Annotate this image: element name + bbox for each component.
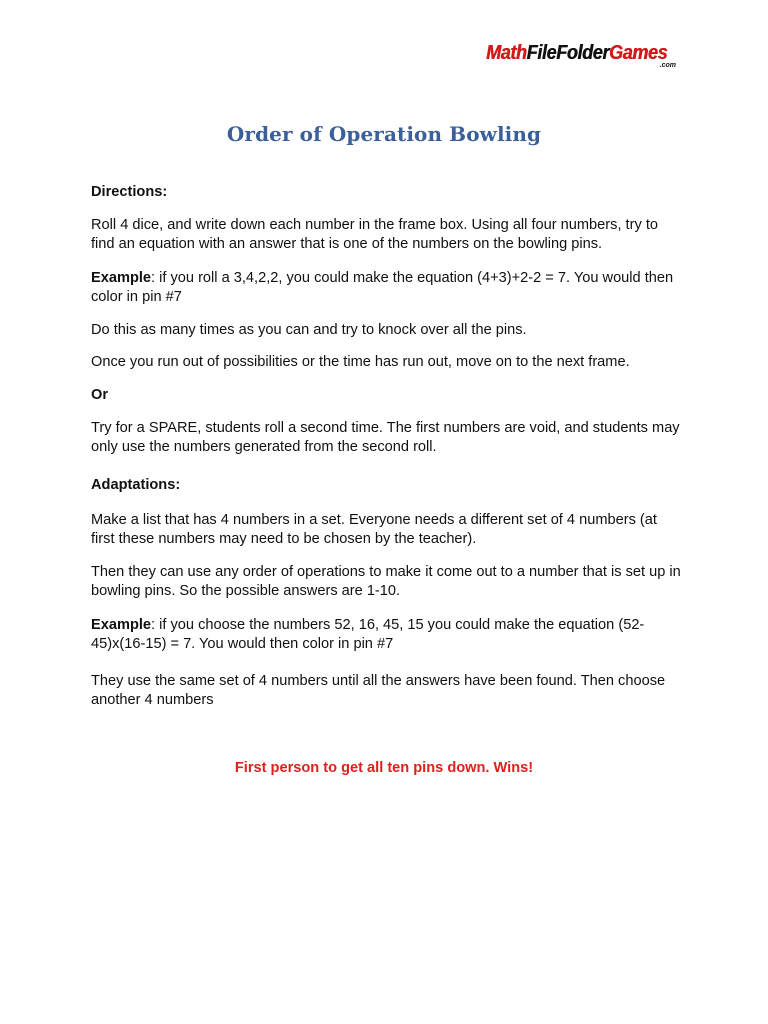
logo-math-text: Math xyxy=(486,42,527,64)
page-title: Order of Operation Bowling xyxy=(226,122,542,146)
example-text: : if you choose the numbers 52, 16, 45, 15 you could make the equation (52-45)x(16-15) = 7. You would then color in pin #7 xyxy=(91,617,645,652)
mathfilefoldergames-logo[interactable] xyxy=(486,42,682,76)
spare-paragraph: Try for a SPARE, students roll a second time. The first numbers are void, and students may only use the numbers generated from the second roll. xyxy=(91,420,680,455)
same-set-paragraph: They use the same set of 4 numbers until all the answers have been found. Then choose another 4 numbers xyxy=(91,673,666,708)
example-paragraph-1 xyxy=(91,269,681,307)
directions-roll-paragraph: Roll 4 dice, and write down each number in the frame box. Using all four numbers, try to find an equation with an answer that is one of the numbers on the bowling pins. xyxy=(91,217,658,252)
knock-pins-paragraph: Do this as many times as you can and try to knock over all the pins. xyxy=(91,322,527,338)
logo-filefolder-text: FileFolder xyxy=(526,42,609,64)
example-paragraph-2 xyxy=(91,616,681,654)
next-frame-paragraph: Once you run out of possibilities or the time has run out, move on to the next frame. xyxy=(91,354,630,370)
order-of-operations-paragraph: Then they can use any order of operations to make it come out to a number that is set up in bowling pins. So the possible answers are 1-10. xyxy=(91,564,681,599)
logo-wordmark xyxy=(486,42,667,65)
logo-games-text: Games xyxy=(608,42,668,64)
directions-heading: Directions: xyxy=(91,184,168,200)
example-text: : if you roll a 3,4,2,2, you could make the equation (4+3)+2-2 = 7. You would then color in pin #7 xyxy=(91,270,674,305)
example-label: Example xyxy=(91,270,152,286)
adaptations-heading: Adaptations: xyxy=(91,477,181,493)
win-condition-text: First person to get all ten pins down. Wins! xyxy=(234,760,534,776)
logo-com-text: .com xyxy=(659,62,676,69)
number-list-paragraph: Make a list that has 4 numbers in a set. Everyone needs a different set of 4 numbers (at first these numbers may need to be chosen by the teacher). xyxy=(91,512,657,547)
example-label: Example xyxy=(91,617,152,633)
or-heading: Or xyxy=(91,387,109,403)
